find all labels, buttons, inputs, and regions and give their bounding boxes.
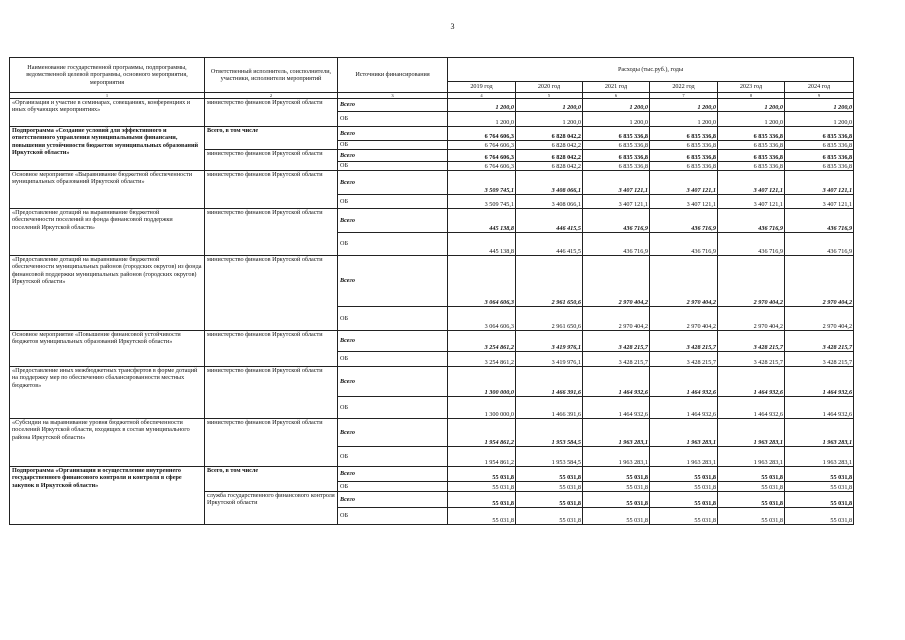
expense-value-cell: 55 031,8 <box>583 508 650 525</box>
program-name-cell: Подпрограмма «Создание условий для эффективного и ответственного управления муниципальными финансами, повышения устойчивости бюджетов муниципальных образований Иркутской области» <box>10 127 205 171</box>
expense-value-cell: 2 970 404,2 <box>785 307 854 331</box>
header-source-column: Источники финансирования <box>338 58 448 93</box>
expense-value-cell: 55 031,8 <box>718 492 785 508</box>
expense-value-cell: 1 963 283,1 <box>718 447 785 467</box>
expense-value-cell: 6 828 042,2 <box>516 162 583 171</box>
header-year: 2022 год <box>650 82 718 93</box>
expense-value-cell: 55 031,8 <box>718 508 785 525</box>
table-row <box>10 127 854 141</box>
funding-source-cell: ОБ <box>338 447 448 467</box>
funding-source-cell: Всего <box>338 150 448 162</box>
expense-value-cell: 6 835 336,8 <box>785 141 854 150</box>
expense-value-cell: 1 200,0 <box>650 99 718 112</box>
table-row <box>10 209 854 233</box>
expense-value-cell: 1 300 000,0 <box>448 367 516 397</box>
executor-cell: Всего, в том числе <box>205 467 338 492</box>
expense-value-cell: 55 031,8 <box>516 467 583 482</box>
expense-value-cell: 1 200,0 <box>448 99 516 112</box>
expense-value-cell: 55 031,8 <box>583 467 650 482</box>
header-year: 2020 год <box>516 82 583 93</box>
expense-value-cell: 55 031,8 <box>583 492 650 508</box>
expense-value-cell: 2 970 404,2 <box>650 307 718 331</box>
header-executor-column: Ответственный исполнитель, соисполнители, участники, исполнители мероприятий <box>205 58 338 93</box>
expense-value-cell: 6 764 606,3 <box>448 150 516 162</box>
expense-value-cell: 1 466 391,6 <box>516 367 583 397</box>
expense-value-cell: 55 031,8 <box>448 492 516 508</box>
expense-value-cell: 1 300 000,0 <box>448 397 516 419</box>
program-name-cell: Основное мероприятие «Выравнивание бюджетной обеспеченности муниципальных образований Иркутской области» <box>10 171 205 209</box>
expense-value-cell: 6 835 336,8 <box>718 141 785 150</box>
expense-value-cell: 55 031,8 <box>650 482 718 492</box>
expense-value-cell: 446 415,5 <box>516 209 583 233</box>
expense-value-cell: 1 200,0 <box>516 112 583 127</box>
table-header <box>10 58 854 99</box>
expense-value-cell: 3 428 215,7 <box>583 352 650 367</box>
expense-value-cell: 436 716,9 <box>583 233 650 256</box>
executor-cell: министерство финансов Иркутской области <box>205 419 338 467</box>
expense-value-cell: 6 835 336,8 <box>583 150 650 162</box>
expense-value-cell: 3 428 215,7 <box>650 352 718 367</box>
expense-value-cell: 6 828 042,2 <box>516 150 583 162</box>
funding-source-cell: ОБ <box>338 307 448 331</box>
expense-value-cell: 3 407 121,1 <box>718 171 785 195</box>
table-row <box>10 171 854 195</box>
expense-value-cell: 1 200,0 <box>583 112 650 127</box>
expense-value-cell: 2 961 650,6 <box>516 307 583 331</box>
funding-source-cell: Всего <box>338 331 448 352</box>
table-row <box>10 467 854 482</box>
expense-value-cell: 1 464 932,6 <box>583 397 650 419</box>
header-year: 2021 год <box>583 82 650 93</box>
expense-value-cell: 6 828 042,2 <box>516 141 583 150</box>
expense-value-cell: 6 835 336,8 <box>583 127 650 141</box>
expense-value-cell: 55 031,8 <box>785 482 854 492</box>
table-body <box>10 99 854 525</box>
expense-value-cell: 1 464 932,6 <box>785 397 854 419</box>
funding-source-cell: Всего <box>338 367 448 397</box>
expense-value-cell: 1 200,0 <box>650 112 718 127</box>
column-number: 8 <box>718 93 785 99</box>
funding-source-cell: ОБ <box>338 352 448 367</box>
header-year: 2019 год <box>448 82 516 93</box>
column-number: 6 <box>583 93 650 99</box>
expense-value-cell: 55 031,8 <box>448 467 516 482</box>
program-name-cell: «Предоставление дотаций на выравнивание бюджетной обеспеченности поселений из фонда финансовой поддержки поселений Иркутской области» <box>10 209 205 256</box>
expense-value-cell: 3 064 606,3 <box>448 307 516 331</box>
executor-cell: министерство финансов Иркутской области <box>205 171 338 209</box>
funding-source-cell: Всего <box>338 171 448 195</box>
header-year: 2024 год <box>785 82 854 93</box>
expense-value-cell: 1 464 932,6 <box>650 367 718 397</box>
expense-value-cell: 3 428 215,7 <box>583 331 650 352</box>
column-number: 9 <box>785 93 854 99</box>
expense-value-cell: 1 464 932,6 <box>583 367 650 397</box>
expense-value-cell: 1 954 861,2 <box>448 447 516 467</box>
expense-value-cell: 1 466 391,6 <box>516 397 583 419</box>
expense-value-cell: 6 835 336,8 <box>718 150 785 162</box>
funding-source-cell: ОБ <box>338 397 448 419</box>
header-year: 2023 год <box>718 82 785 93</box>
expense-value-cell: 3 419 976,1 <box>516 331 583 352</box>
expense-value-cell: 3 407 121,1 <box>785 171 854 195</box>
funding-source-cell: Всего <box>338 419 448 447</box>
expense-value-cell: 1 200,0 <box>718 99 785 112</box>
expense-value-cell: 2 970 404,2 <box>718 256 785 307</box>
expense-value-cell: 6 835 336,8 <box>650 127 718 141</box>
expense-value-cell: 6 835 336,8 <box>650 162 718 171</box>
expense-value-cell: 55 031,8 <box>718 467 785 482</box>
expense-value-cell: 1 963 283,1 <box>785 447 854 467</box>
expense-value-cell: 6 835 336,8 <box>785 162 854 171</box>
program-name-cell: Основное мероприятие «Повышение финансовой устойчивости бюджетов муниципальных образований Иркутской области» <box>10 331 205 367</box>
expense-value-cell: 3 428 215,7 <box>718 331 785 352</box>
executor-cell: министерство финансов Иркутской области <box>205 209 338 256</box>
column-number: 4 <box>448 93 516 99</box>
expense-value-cell: 6 835 336,8 <box>718 162 785 171</box>
expense-value-cell: 6 835 336,8 <box>583 162 650 171</box>
expense-value-cell: 6 835 336,8 <box>650 150 718 162</box>
executor-cell: министерство финансов Иркутской области <box>205 150 338 171</box>
expense-value-cell: 1 953 584,5 <box>516 447 583 467</box>
expense-value-cell: 3 407 121,1 <box>785 195 854 209</box>
funding-source-cell: ОБ <box>338 233 448 256</box>
expense-value-cell: 6 764 606,3 <box>448 127 516 141</box>
expense-value-cell: 55 031,8 <box>516 508 583 525</box>
expense-value-cell: 3 407 121,1 <box>583 195 650 209</box>
funding-source-cell: ОБ <box>338 141 448 150</box>
expense-value-cell: 55 031,8 <box>785 492 854 508</box>
column-number: 5 <box>516 93 583 99</box>
expense-value-cell: 55 031,8 <box>718 482 785 492</box>
expense-value-cell: 1 200,0 <box>448 112 516 127</box>
expense-value-cell: 3 428 215,7 <box>650 331 718 352</box>
expense-value-cell: 446 415,5 <box>516 233 583 256</box>
expense-value-cell: 6 835 336,8 <box>718 127 785 141</box>
expense-value-cell: 1 963 283,1 <box>583 447 650 467</box>
expense-value-cell: 55 031,8 <box>583 482 650 492</box>
expense-value-cell: 2 961 650,6 <box>516 256 583 307</box>
page-number: 3 <box>450 22 455 31</box>
column-number: 3 <box>338 93 448 99</box>
expense-value-cell: 2 970 404,2 <box>718 307 785 331</box>
expense-value-cell: 3 509 745,1 <box>448 195 516 209</box>
financing-table <box>9 57 854 525</box>
expense-value-cell: 6 764 606,3 <box>448 141 516 150</box>
expense-value-cell: 1 464 932,6 <box>785 367 854 397</box>
expense-value-cell: 1 954 861,2 <box>448 419 516 447</box>
expense-value-cell: 2 970 404,2 <box>650 256 718 307</box>
expense-value-cell: 55 031,8 <box>448 482 516 492</box>
expense-value-cell: 6 835 336,8 <box>583 141 650 150</box>
funding-source-cell: Всего <box>338 492 448 508</box>
expense-value-cell: 6 835 336,8 <box>650 141 718 150</box>
executor-cell: служба государственного финансового контроля Иркутской области <box>205 492 338 525</box>
table-row <box>10 419 854 447</box>
expense-value-cell: 436 716,9 <box>785 209 854 233</box>
expense-value-cell: 3 407 121,1 <box>650 171 718 195</box>
executor-cell: министерство финансов Иркутской области <box>205 331 338 367</box>
expense-value-cell: 3 509 745,1 <box>448 171 516 195</box>
funding-source-cell: ОБ <box>338 112 448 127</box>
expense-value-cell: 3 428 215,7 <box>785 331 854 352</box>
expense-value-cell: 55 031,8 <box>785 467 854 482</box>
expense-value-cell: 3 419 976,1 <box>516 352 583 367</box>
expense-value-cell: 445 138,8 <box>448 233 516 256</box>
expense-value-cell: 3 407 121,1 <box>583 171 650 195</box>
expense-value-cell: 55 031,8 <box>650 467 718 482</box>
expense-value-cell: 436 716,9 <box>650 233 718 256</box>
expense-value-cell: 55 031,8 <box>650 508 718 525</box>
expense-value-cell: 55 031,8 <box>516 492 583 508</box>
program-name-cell: «Субсидии на выравнивание уровня бюджетной обеспеченности поселений Иркутской области, входящих в состав муниципального района Иркутской области» <box>10 419 205 467</box>
expense-value-cell: 436 716,9 <box>718 209 785 233</box>
funding-source-cell: ОБ <box>338 482 448 492</box>
expense-value-cell: 3 254 861,2 <box>448 352 516 367</box>
expense-value-cell: 436 716,9 <box>718 233 785 256</box>
expense-value-cell: 1 963 283,1 <box>583 419 650 447</box>
executor-cell: министерство финансов Иркутской области <box>205 367 338 419</box>
expense-value-cell: 1 200,0 <box>583 99 650 112</box>
expense-value-cell: 1 963 283,1 <box>650 419 718 447</box>
header-expenses: Расходы (тыс.руб.), годы <box>448 58 854 82</box>
expense-value-cell: 6 835 336,8 <box>785 127 854 141</box>
expense-value-cell: 3 407 121,1 <box>718 195 785 209</box>
expense-value-cell: 55 031,8 <box>650 492 718 508</box>
expense-value-cell: 6 835 336,8 <box>785 150 854 162</box>
program-name-cell: «Предоставление дотаций на выравнивание бюджетной обеспеченности муниципальных районов (городских округов) из фонда финансовой поддержки муниципальных районов (городских округов) Иркутской области» <box>10 256 205 331</box>
expense-value-cell: 3 428 215,7 <box>785 352 854 367</box>
expense-value-cell: 6 764 606,3 <box>448 162 516 171</box>
expense-value-cell: 436 716,9 <box>650 209 718 233</box>
funding-source-cell: ОБ <box>338 195 448 209</box>
funding-source-cell: Всего <box>338 127 448 141</box>
expense-value-cell: 1 200,0 <box>718 112 785 127</box>
expense-value-cell: 1 200,0 <box>785 112 854 127</box>
expense-value-cell: 1 464 932,6 <box>650 397 718 419</box>
expense-value-cell: 3 407 121,1 <box>650 195 718 209</box>
table-row <box>10 367 854 397</box>
expense-value-cell: 2 970 404,2 <box>583 307 650 331</box>
expense-value-cell: 3 408 066,1 <box>516 171 583 195</box>
expense-value-cell: 3 408 066,1 <box>516 195 583 209</box>
expense-value-cell: 436 716,9 <box>583 209 650 233</box>
funding-source-cell: ОБ <box>338 508 448 525</box>
funding-source-cell: Всего <box>338 467 448 482</box>
executor-cell: Всего, в том числе <box>205 127 338 150</box>
program-name-cell: «Предоставление иных межбюджетных трансфертов в форме дотаций на поддержку мер по обеспечению сбалансированности местных бюджетов» <box>10 367 205 419</box>
expense-value-cell: 3 254 861,2 <box>448 331 516 352</box>
funding-source-cell: Всего <box>338 209 448 233</box>
expense-value-cell: 1 200,0 <box>516 99 583 112</box>
expense-value-cell: 55 031,8 <box>785 508 854 525</box>
table-row <box>10 256 854 307</box>
funding-source-cell: ОБ <box>338 162 448 171</box>
table-row <box>10 331 854 352</box>
expense-value-cell: 6 828 042,2 <box>516 127 583 141</box>
expense-value-cell: 1 464 932,6 <box>718 367 785 397</box>
expense-value-cell: 1 963 283,1 <box>718 419 785 447</box>
executor-cell: министерство финансов Иркутской области <box>205 99 338 127</box>
expense-value-cell: 3 064 606,3 <box>448 256 516 307</box>
expense-value-cell: 1 963 283,1 <box>785 419 854 447</box>
expense-value-cell: 1 963 283,1 <box>650 447 718 467</box>
column-number: 2 <box>205 93 338 99</box>
expense-value-cell: 1 953 584,5 <box>516 419 583 447</box>
table-row <box>10 99 854 112</box>
expense-value-cell: 55 031,8 <box>516 482 583 492</box>
financing-table-container <box>9 57 854 525</box>
expense-value-cell: 1 464 932,6 <box>718 397 785 419</box>
funding-source-cell: Всего <box>338 99 448 112</box>
column-number: 1 <box>10 93 205 99</box>
column-number: 7 <box>650 93 718 99</box>
executor-cell: министерство финансов Иркутской области <box>205 256 338 331</box>
expense-value-cell: 1 200,0 <box>785 99 854 112</box>
expense-value-cell: 445 138,8 <box>448 209 516 233</box>
expense-value-cell: 3 428 215,7 <box>718 352 785 367</box>
funding-source-cell: Всего <box>338 256 448 307</box>
expense-value-cell: 436 716,9 <box>785 233 854 256</box>
header-name-column: Наименование государственной программы, подпрограммы, ведомственной целевой программы, основного мероприятия, мероприятия <box>10 58 205 93</box>
expense-value-cell: 55 031,8 <box>448 508 516 525</box>
program-name-cell: Подпрограмма «Организация и осуществление внутреннего государственного финансового контроля и контроля в сфере закупок в Иркутской области» <box>10 467 205 525</box>
program-name-cell: «Организация и участие в семинарах, совещаниях, конференциях и иных обучающих мероприятиях» <box>10 99 205 127</box>
expense-value-cell: 2 970 404,2 <box>785 256 854 307</box>
expense-value-cell: 2 970 404,2 <box>583 256 650 307</box>
